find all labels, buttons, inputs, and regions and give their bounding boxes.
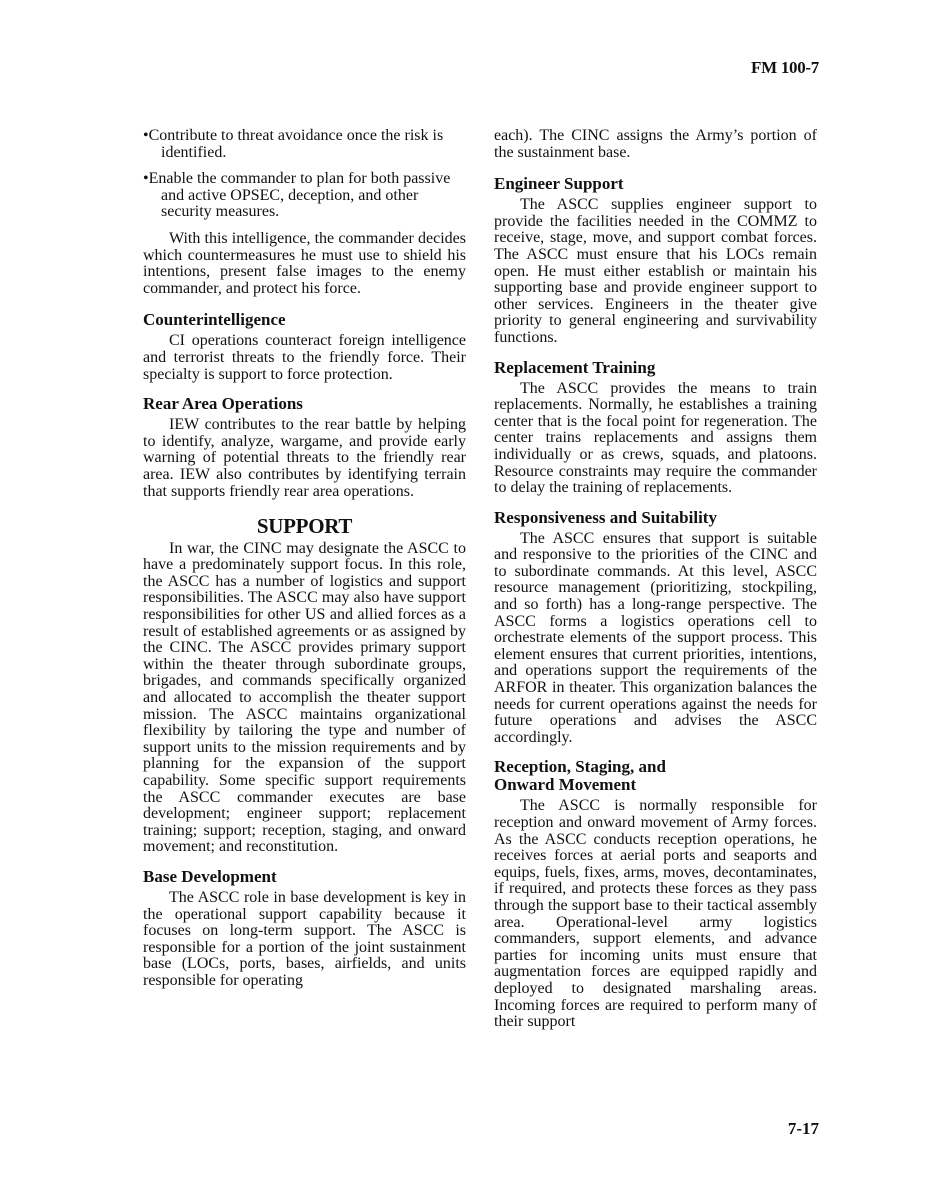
- replacement-training-heading: Replacement Training: [494, 357, 656, 377]
- counterintelligence-heading: Counterintelligence: [143, 310, 286, 330]
- support-section-title: SUPPORT: [256, 514, 353, 539]
- replacement-training-text: The ASCC provides the means to train replacements. Normally, he establishes a training center that is the focal point for regeneration. The center trains replacements and assigns them individually or as crews, squads, and platoons. Resource constraints may require the commander to delay the training of replacements.: [494, 379, 817, 497]
- base-development-heading: Base Development: [143, 866, 277, 886]
- right-column: [494, 128, 817, 1041]
- reception-heading-line2: Onward Movement: [494, 775, 637, 795]
- rear-area-heading: Rear Area Operations: [143, 394, 303, 414]
- manual-header: FM 100-7: [751, 58, 819, 77]
- engineer-support-heading: Engineer Support: [494, 174, 624, 194]
- continuation-text: each). The CINC assigns the Army’s portion of the sustainment base.: [494, 127, 817, 161]
- reception-text: The ASCC is normally responsible for reception and onward movement of Army forces. As the ASCC conducts reception operations, he receives forces at aerial ports and seaports and equips, fuels, fixes, arms, moves, decontaminates, if required, and protects these forces as they pass through the support base to their tactical assembly area. Operational-level army logistics commanders, support elements, and advance parties for incoming units must ensure that augmentation forces are equipped rapidly and deployed to designated marshaling areas. Incoming forces are required to perform many of their support: [494, 797, 817, 1031]
- bullet-item: •Enable the commander to plan for both passive and active OPSEC, deception, and other security measures.: [143, 170, 451, 221]
- left-column: [143, 128, 466, 1000]
- rear-area-text: IEW contributes to the rear battle by helping to identify, analyze, wargame, and provide early warning of potential threats to the friendly rear area. IEW also contributes by identifying terrain that supports friendly rear area operations.: [143, 416, 466, 500]
- bullet-item: •Contribute to threat avoidance once the risk is identified.: [143, 127, 444, 161]
- reception-heading: [494, 758, 817, 794]
- engineer-support-text: The ASCC supplies engineer support to provide the facilities needed in the COMMZ to receive, stage, move, and support combat forces. The ASCC must ensure that his LOCs remain open. He must either establish or maintain his supporting base and provide engineer support to other services. Engineers in the theater give priority to general engineering and survivability functions.: [494, 196, 817, 346]
- reception-heading-line1: Reception, Staging, and: [494, 757, 666, 777]
- counterintelligence-text: CI operations counteract foreign intelligence and terrorist threats to the friendly force. Their specialty is support to force protection.: [143, 332, 466, 383]
- base-development-text: The ASCC role in base development is key in the operational support capability because it focuses on long-term support. The ASCC is responsible for a portion of the joint sustainment base (LOCs, ports, bases, airfields, and units responsible for operating: [143, 888, 466, 989]
- responsiveness-text: The ASCC ensures that support is suitable and responsive to the priorities of the CINC and to subordinate commands. At this level, ASCC resource management (prioritizing, stockpiling, and so forth) has a long-range perspective. The ASCC forms a logistics operations cell to orchestrate elements of the support process. This element ensures that current priorities, intentions, and operations support the requirements of the ARFOR in theater. This organization balances the needs for current operations against the needs for future operations and advises the ASCC accordingly.: [494, 529, 817, 746]
- responsiveness-heading: Responsiveness and Suitability: [494, 507, 717, 527]
- support-text: In war, the CINC may designate the ASCC to have a predominately support focus. In this role, the ASCC has a number of logistics and support responsibilities. The ASCC may also have support responsibilities for other US and allied forces as a result of established agreements or as assigned by the CINC. The ASCC provides primary support within the theater through subordinate groups, brigades, and commands specifically organized and allocated to accomplish the theater support mission. The ASCC maintains organizational flexibility by tailoring the type and number of support units to the mission requirements and by planning for the expansion of the support capability. Some specific support requirements the ASCC commander executes are base development; engineer support; replacement training; support; reception, staging, and onward movement; and reconstitution.: [143, 539, 466, 856]
- intro-paragraph: With this intelligence, the commander decides which countermeasures he must use to shield his intentions, present false images to the enemy commander, and protect his force.: [143, 229, 466, 297]
- page-number: 7-17: [787, 1119, 819, 1138]
